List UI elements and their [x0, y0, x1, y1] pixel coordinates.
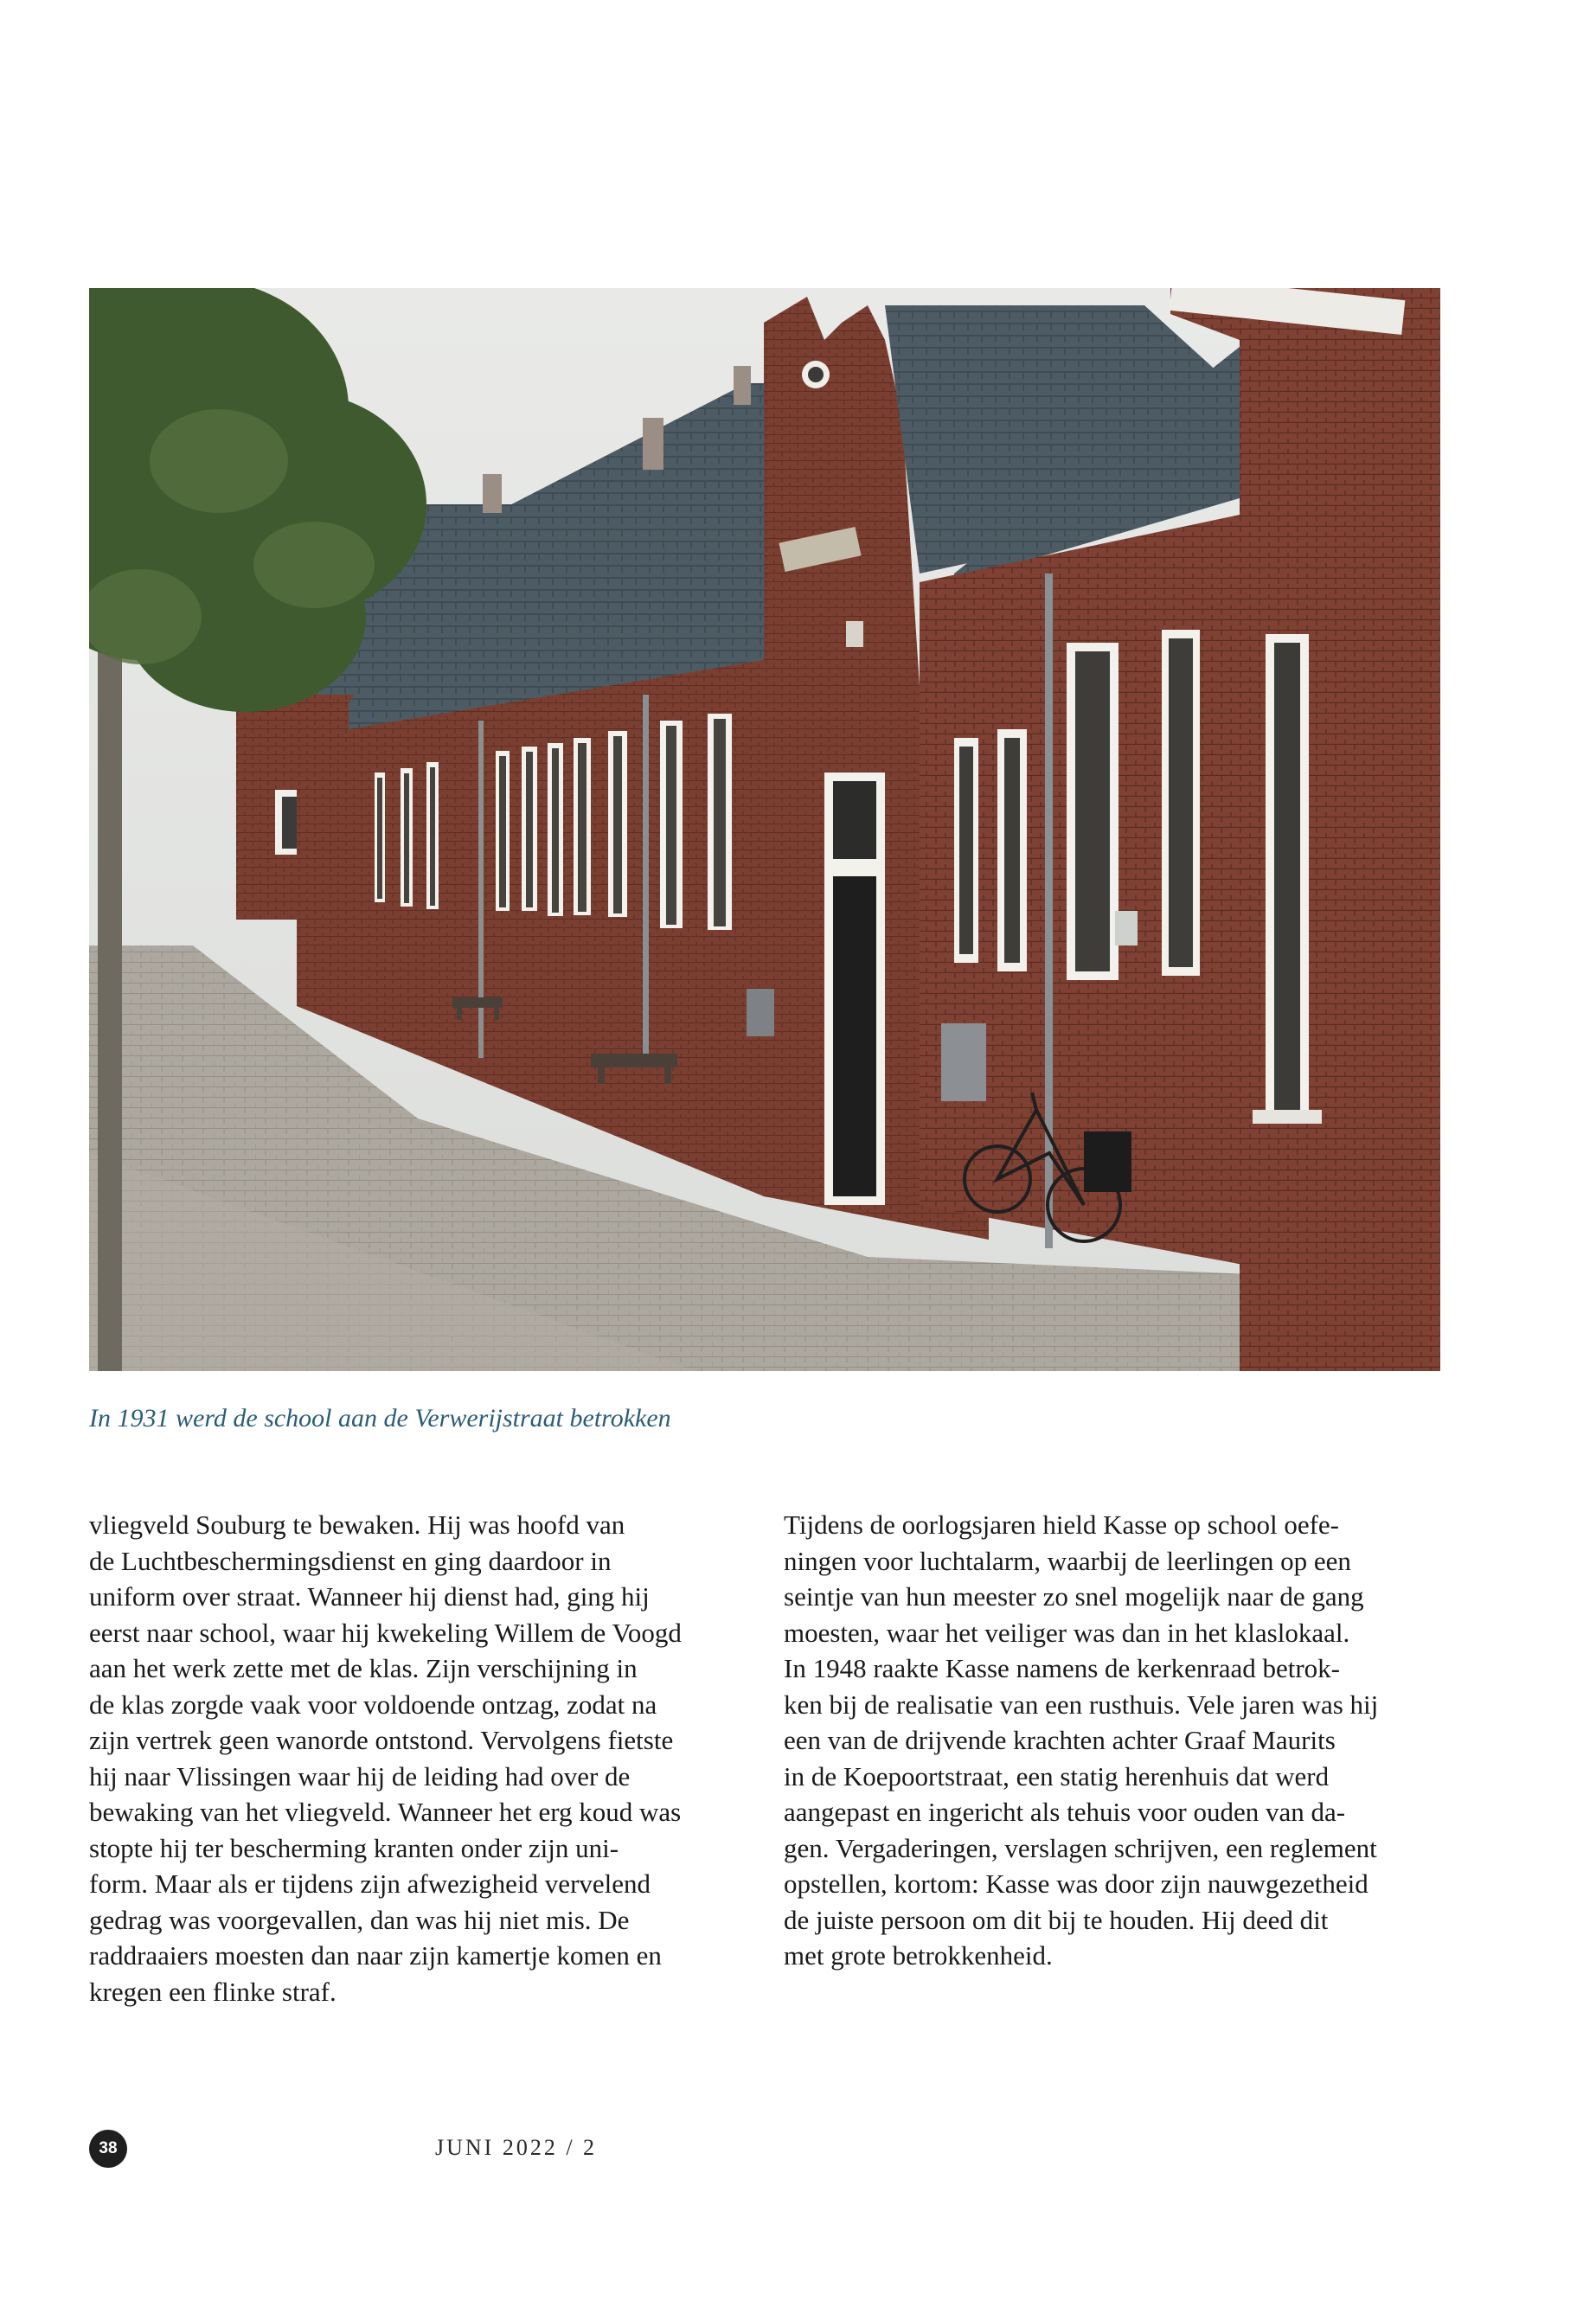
text-line: gen. Vergaderingen, verslagen schrijven, een reglement	[784, 1832, 1377, 1863]
text-line: form. Maar als er tijdens zijn afwezigheid vervelend	[89, 1868, 651, 1899]
text-line: de juiste persoon om dit bij te houden. Hij deed dit	[784, 1904, 1329, 1935]
text-line: ken bij de realisatie van een rusthuis. Vele jaren was hij	[784, 1689, 1379, 1720]
text-line: gedrag was voorgevallen, dan was hij niet mis. De	[89, 1904, 630, 1935]
text-line: moesten, waar het veiliger was dan in het klaslokaal.	[784, 1617, 1350, 1648]
text-line: ningen voor luchtalarm, waarbij de leerlingen op een	[784, 1545, 1351, 1576]
text-column-left	[89, 1507, 747, 2009]
school-photo-illustration	[89, 288, 1440, 1371]
text-line: in de Koepoortstraat, een statig herenhuis dat werd	[784, 1760, 1330, 1791]
text-column-right	[784, 1507, 1441, 1974]
text-line: uniform over straat. Wanneer hij dienst had, ging hij	[89, 1581, 650, 1612]
school-photo	[89, 288, 1440, 1371]
text-line: de klas zorgde vaak voor voldoende ontzag, zodat na	[89, 1689, 657, 1720]
text-line: kregen een flinke straf.	[89, 1976, 337, 2007]
text-line: In 1948 raakte Kasse namens de kerkenraad betrok-	[784, 1653, 1340, 1683]
text-line: met grote betrokkenheid.	[784, 1940, 1053, 1971]
text-line: seintje van hun meester zo snel mogelijk naar de gang	[784, 1581, 1364, 1612]
text-line: vliegveld Souburg te bewaken. Hij was hoofd van	[89, 1509, 625, 1540]
text-line: bewaking van het vliegveld. Wanneer het erg koud was	[89, 1797, 682, 1827]
text-line: de Luchtbeschermingsdienst en ging daardoor in	[89, 1545, 612, 1576]
text-line: aan het werk zette met de klas. Zijn verschijning in	[89, 1653, 638, 1683]
text-line: opstellen, kortom: Kasse was door zijn nauwgezetheid	[784, 1868, 1368, 1899]
page-footer	[89, 2130, 868, 2170]
text-line: een van de drijvende krachten achter Graaf Maurits	[784, 1725, 1336, 1755]
text-line: zijn vertrek geen wanorde ontstond. Vervolgens fietste	[89, 1725, 674, 1755]
text-line: hij naar Vlissingen waar hij de leiding had over de	[89, 1760, 631, 1791]
photo-caption: In 1931 werd de school aan de Verwerijstraat betrokken	[89, 1404, 671, 1433]
text-line: eerst naar school, waar hij kwekeling Willem de Voogd	[89, 1617, 682, 1648]
text-line: Tijdens de oorlogsjaren hield Kasse op school oefe-	[784, 1509, 1339, 1540]
text-line: stopte hij ter bescherming kranten onder zijn uni-	[89, 1832, 619, 1863]
text-line: raddraaiers moesten dan naar zijn kamertje komen en	[89, 1940, 662, 1971]
text-line: aangepast en ingericht als tehuis voor ouden van da-	[784, 1797, 1346, 1827]
page-number-badge: 38	[89, 2130, 127, 2168]
issue-label: JUNI 2022 / 2	[435, 2135, 598, 2160]
